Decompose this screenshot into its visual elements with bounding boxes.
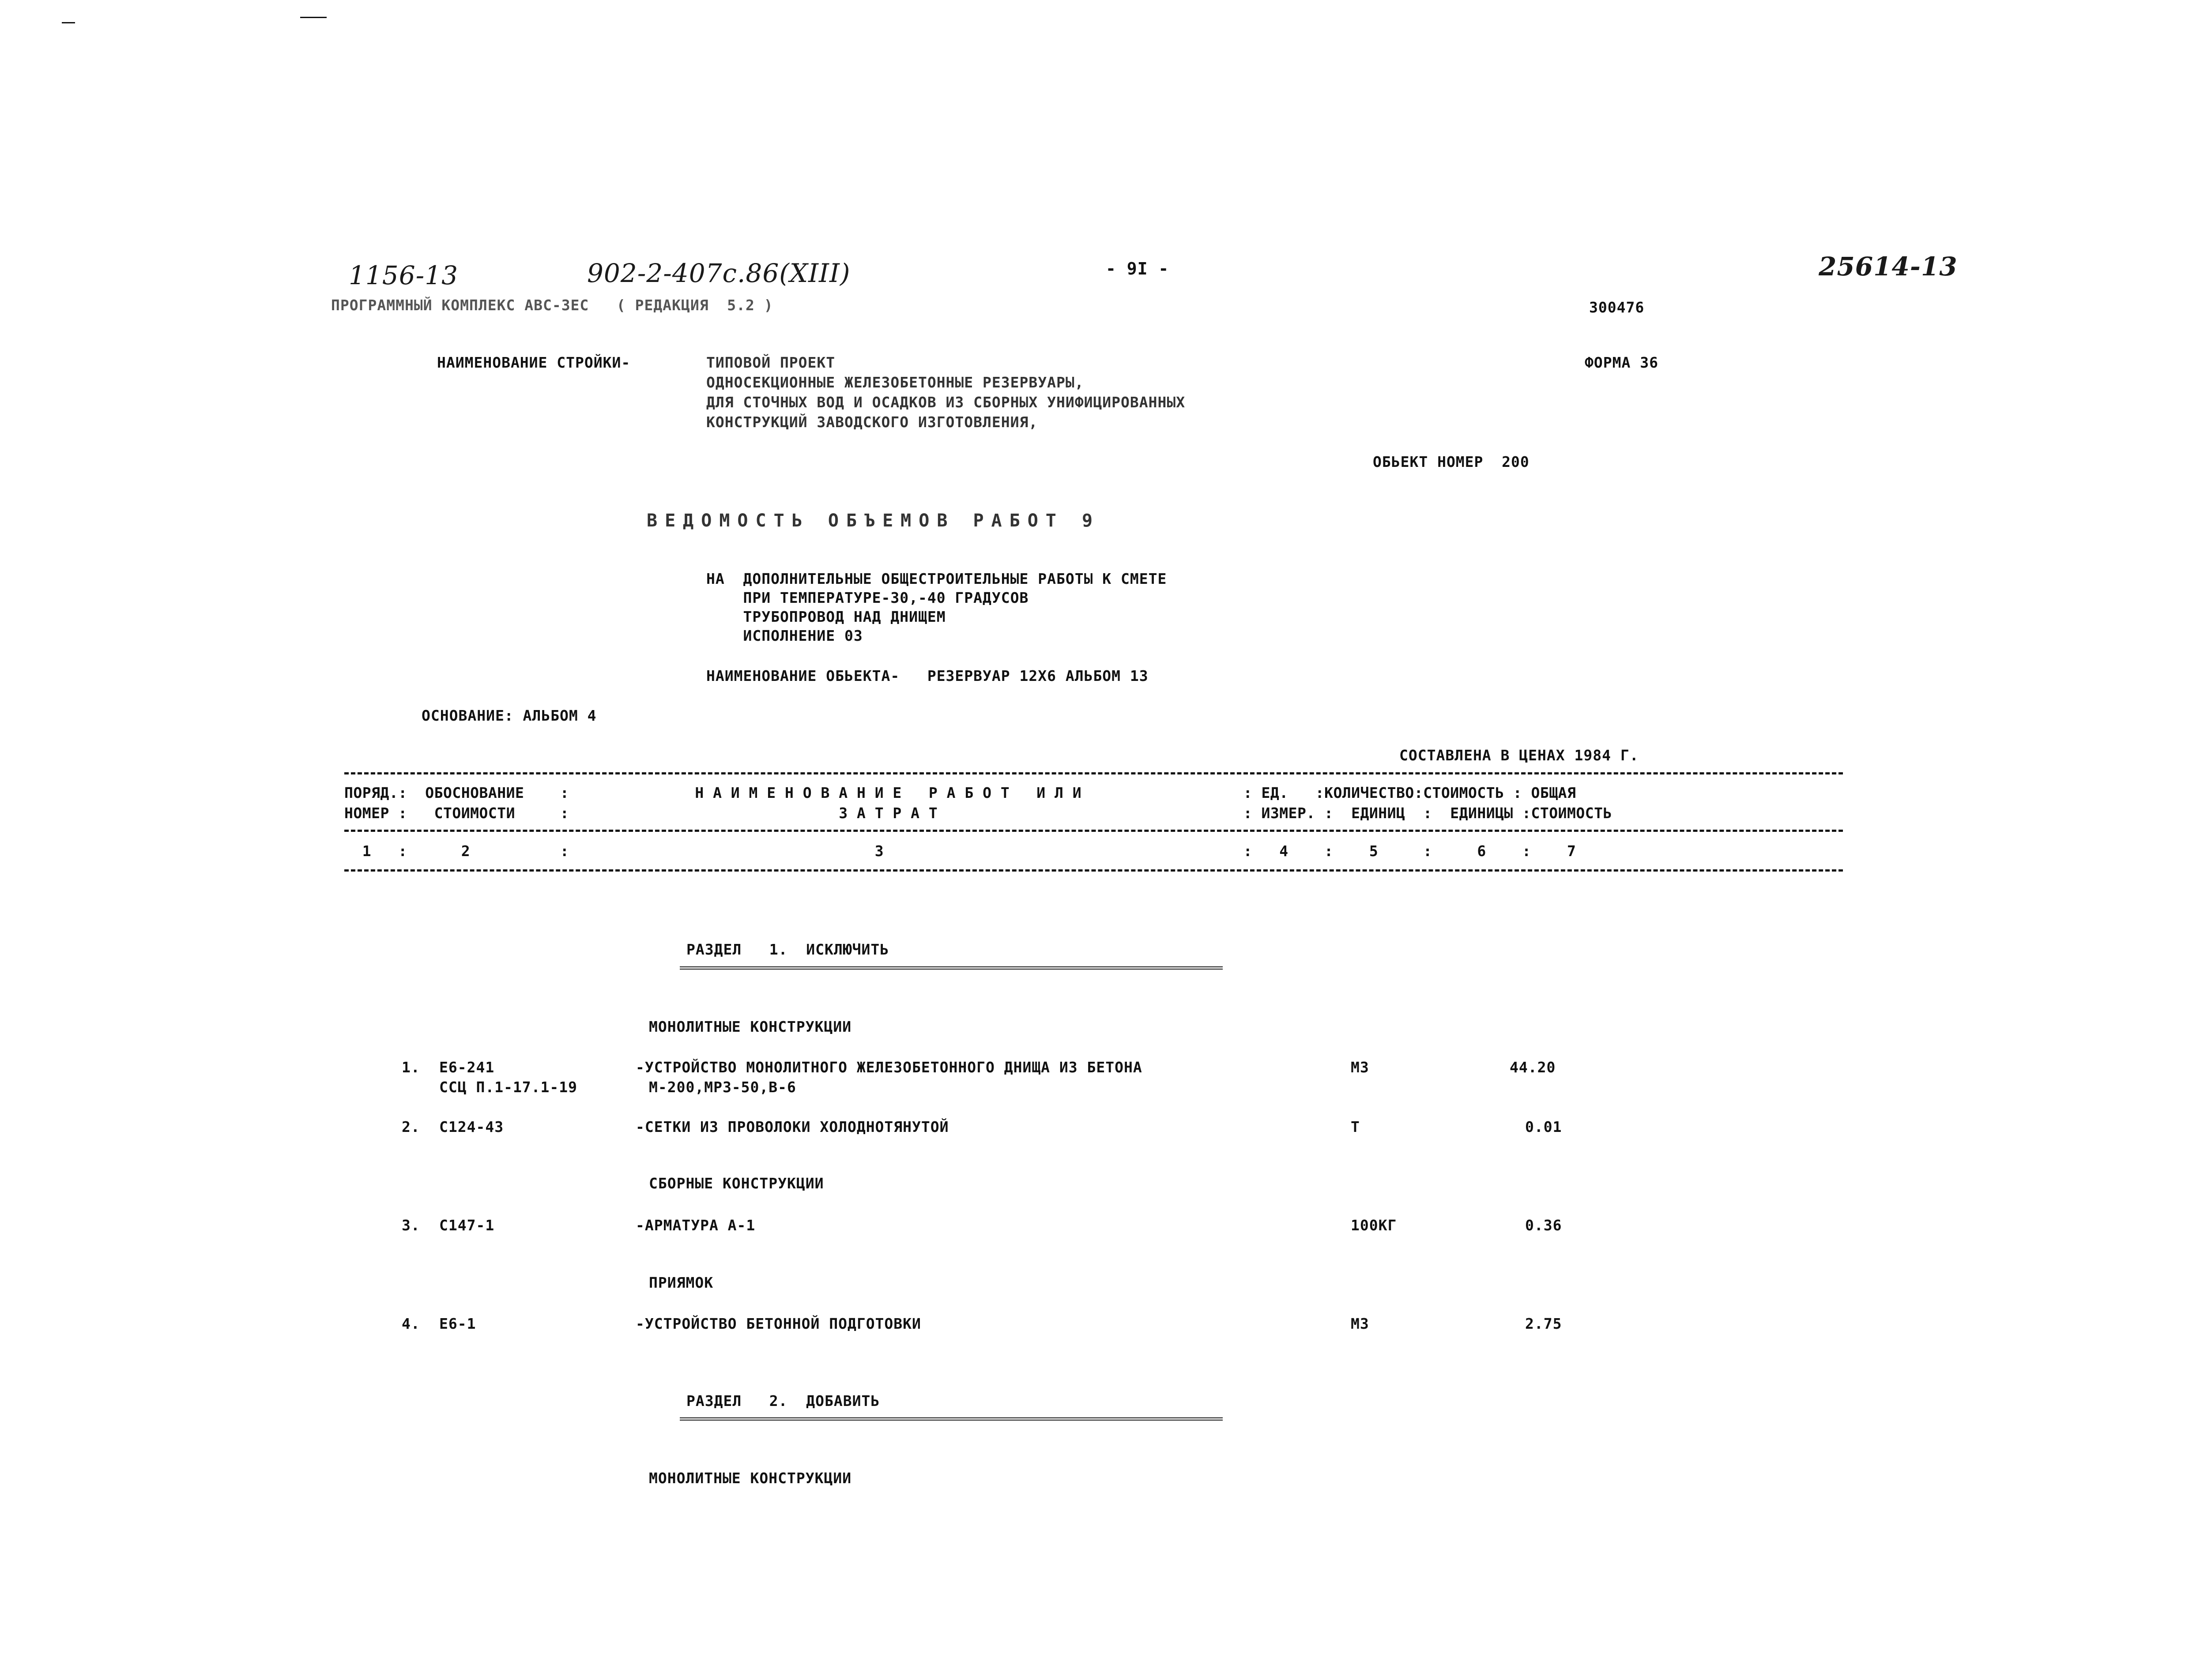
- group-title: СБОРНЫЕ КОНСТРУКЦИИ: [649, 1175, 824, 1192]
- section-underline: [680, 966, 1223, 970]
- row-number: 4.: [402, 1315, 420, 1332]
- row-code: Е6-241: [439, 1059, 495, 1076]
- header-rule-middle: [344, 830, 1843, 832]
- header-rule-top: [344, 772, 1843, 774]
- row-description: -СЕТКИ ИЗ ПРОВОЛОКИ ХОЛОДНОТЯНУТОЙ: [636, 1118, 949, 1135]
- construction-name-line: ТИПОВОЙ ПРОЕКТ: [706, 354, 836, 371]
- row-code: Е6-1: [439, 1315, 476, 1332]
- construction-name-label: НАИМЕНОВАНИЕ СТРОЙКИ-: [437, 354, 631, 371]
- document-title: ВЕДОМОСТЬ ОБЪЕМОВ РАБОТ 9: [647, 511, 1100, 531]
- row-quantity: 44.20: [1510, 1059, 1556, 1076]
- subtitle-line: НА ДОПОЛНИТЕЛЬНЫЕ ОБЩЕСТРОИТЕЛЬНЫЕ РАБОТЫ К СМЕТЕ: [706, 570, 1167, 587]
- table-column-numbers: 1 : 2 : 3 : 4 : 5 : 6 : 7: [344, 842, 1576, 860]
- construction-name-line: ДЛЯ СТОЧНЫХ ВОД И ОСАДКОВ ИЗ СБОРНЫХ УНИФИЦИРОВАННЫХ: [706, 394, 1186, 411]
- row-description: -УСТРОЙСТВО БЕТОННОЙ ПОДГОТОВКИ: [636, 1315, 921, 1332]
- subtitle-line: ТРУБОПРОВОД НАД ДНИЩЕМ: [706, 608, 946, 625]
- construction-name-line: ОДНОСЕКЦИОННЫЕ ЖЕЛЕЗОБЕТОННЫЕ РЕЗЕРВУАРЫ,: [706, 374, 1084, 391]
- subtitle-line: ПРИ ТЕМПЕРАТУРЕ-30,-40 ГРАДУСОВ: [706, 589, 1029, 606]
- row-description-2: М-200,МРЗ-50,В-6: [649, 1079, 796, 1096]
- row-unit: Т: [1351, 1118, 1360, 1135]
- construction-name-line: КОНСТРУКЦИЙ ЗАВОДСКОГО ИЗГОТОВЛЕНИЯ,: [706, 413, 1038, 431]
- row-code: С124-43: [439, 1118, 504, 1135]
- row-number: 2.: [402, 1118, 420, 1135]
- row-code-2: ССЦ П.1-17.1-19: [439, 1079, 578, 1096]
- program-line: ПРОГРАММНЫЙ КОМПЛЕКС АВС-3ЕС ( РЕДАКЦИЯ 5.2 ): [331, 297, 773, 314]
- object-name: НАИМЕНОВАНИЕ ОБЬЕКТА- РЕЗЕРВУАР 12Х6 АЛЬБОМ 13: [706, 667, 1149, 684]
- row-unit: 100КГ: [1351, 1217, 1397, 1234]
- header-rule-bottom: [344, 869, 1843, 872]
- handwritten-album-number: 25614-13: [1819, 252, 1958, 282]
- top-left-dash: [62, 22, 75, 23]
- row-number: 3.: [402, 1217, 420, 1234]
- row-quantity: 0.01: [1525, 1118, 1562, 1135]
- row-quantity: 0.36: [1525, 1217, 1562, 1234]
- section-title: РАЗДЕЛ 1. ИСКЛЮЧИТЬ: [686, 941, 889, 958]
- section-underline: [680, 1417, 1223, 1421]
- document-code: 300476: [1589, 299, 1645, 316]
- group-title: МОНОЛИТНЫЕ КОНСТРУКЦИИ: [649, 1018, 852, 1035]
- top-left-dash: [300, 17, 327, 18]
- row-quantity: 2.75: [1525, 1315, 1562, 1332]
- handwritten-project-code: 902-2-407с.86(XIII): [587, 258, 851, 288]
- handwritten-left-number: 1156-13: [349, 260, 459, 290]
- group-title: МОНОЛИТНЫЕ КОНСТРУКЦИИ: [649, 1470, 852, 1487]
- basis: ОСНОВАНИЕ: АЛЬБОМ 4: [422, 707, 597, 724]
- section-title: РАЗДЕЛ 2. ДОБАВИТЬ: [686, 1392, 880, 1409]
- row-number: 1.: [402, 1059, 420, 1076]
- form-number: ФОРМА 36: [1585, 354, 1658, 371]
- row-unit: М3: [1351, 1059, 1369, 1076]
- row-description: -УСТРОЙСТВО МОНОЛИТНОГО ЖЕЛЕЗОБЕТОННОГО ДНИЩА ИЗ БЕТОНА: [636, 1059, 1142, 1076]
- row-description: -АРМАТУРА А-1: [636, 1217, 756, 1234]
- table-header-row-1: ПОРЯД.: ОБОСНОВАНИЕ : Н А И М Е Н О В А Н И Е Р А Б О Т И Л И : ЕД. :КОЛИЧЕСТВО:СТОИМОСТЬ : ОБЩАЯ: [344, 784, 1576, 801]
- page-number: - 9I -: [1106, 259, 1169, 278]
- price-level: СОСТАВЛЕНА В ЦЕНАХ 1984 Г.: [1399, 747, 1639, 764]
- row-code: С147-1: [439, 1217, 495, 1234]
- table-header-row-2: НОМЕР : СТОИМОСТИ : З А Т Р А Т : ИЗМЕР. : ЕДИНИЦ : ЕДИНИЦЫ :СТОИМОСТЬ: [344, 804, 1612, 822]
- subtitle-line: ИСПОЛНЕНИЕ 03: [706, 627, 863, 644]
- object-number: ОБЬЕКТ НОМЕР 200: [1373, 453, 1530, 470]
- row-unit: М3: [1351, 1315, 1369, 1332]
- group-title: ПРИЯМОК: [649, 1274, 714, 1291]
